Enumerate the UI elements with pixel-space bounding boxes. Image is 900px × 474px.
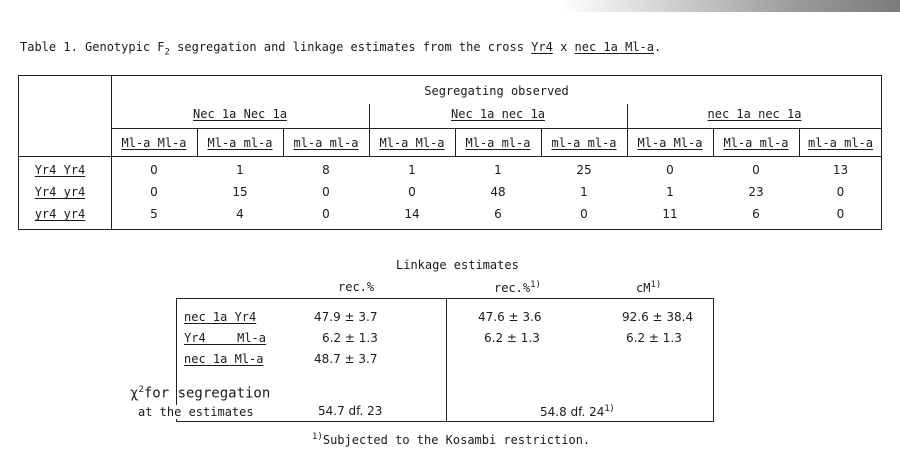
linkage-col3-header: $cM^{1)}$ [636,280,662,295]
table-cell: 14 [404,207,420,221]
chi-square-label: $\chi^2for$ segregation [130,385,271,402]
linkage-value: 92.6 ± 38.4 [622,310,694,324]
caption-subscript: 2 [164,47,170,58]
subcol-header: ml-a ml-a [293,136,359,150]
table-cell: 48 [490,185,506,199]
row-label: Yr4 Yr4 [34,163,86,177]
caption-cross-x: x [552,40,575,54]
subcol-header: Ml-a Ml-a [379,136,445,150]
scan-shadow [560,0,900,12]
table-cell: 0 [150,185,158,199]
linkage-value: 6.2 ± 1.3 [484,331,540,345]
linkage-row-label: nec 1a Ml-a [184,352,264,366]
table-cell: 0 [150,163,158,177]
table-cell: 0 [322,185,330,199]
subcol-header: ml-a ml-a [551,136,617,150]
linkage-value: 48.7 ± 3.7 [314,352,378,366]
table-cell: 15 [232,185,248,199]
table-cell: 0 [580,207,588,221]
table-cell: 1 [236,163,244,177]
group-header-2: Nec 1a nec 1a [451,107,545,121]
linkage-value: 47.6 ± 3.6 [478,310,542,324]
table-cell: 1 [408,163,416,177]
row-label: yr4 yr4 [34,207,86,221]
footnote: $^{1)}$Subjected to the Kosambi restriction. [312,432,591,447]
linkage-row-label: nec 1a Yr4 [184,310,257,324]
chi-square-value-1: 54.7 df. 23 [318,404,383,418]
table-cell: 0 [666,163,674,177]
linkage-value: 47.9 ± 3.7 [314,310,378,324]
table-hline [18,156,882,157]
table-cell: 0 [836,185,845,199]
table-cell: 0 [408,185,416,199]
linkage-value: 6.2 ± 1.3 [322,331,378,345]
table-cell: 8 [322,163,330,177]
table-cell: 0 [322,207,330,221]
table-cell: 25 [576,163,592,177]
linkage-value: 6.2 ± 1.3 [626,331,682,345]
subcol-header: Ml-a Ml-a [121,136,187,150]
table-cell: 23 [748,185,764,199]
linkage-col1-header: rec.% [338,280,375,294]
subcol-header: Ml-a Ml-a [637,136,703,150]
caption-cross-b: nec 1a Ml-a [574,40,655,54]
table-hline [111,128,882,129]
caption-prefix: Table 1. Genotypic F [20,40,165,54]
row-label: Yr4 yr4 [34,185,86,199]
table-caption [20,40,661,57]
table-cell: 1 [666,185,674,199]
table-cell: 6 [752,207,760,221]
linkage-title: Linkage estimates [396,258,519,272]
table-cell: 13 [832,163,849,177]
subcol-header: Ml-a ml-a [207,136,273,150]
caption-cross-a: Yr4 [531,40,553,54]
caption-end: . [654,40,662,54]
caption-mid: segregation and linkage estimates from the cross [169,40,532,54]
group-header-3: nec 1a nec 1a [707,107,802,121]
table-cell: 0 [836,207,845,221]
table-cell: 5 [150,207,158,221]
table-header: Segregating observed [424,84,569,98]
chi-square-value-2: 54.8 df. 24$^{1)}$ [540,404,614,419]
subcol-header: ml-a ml-a [807,136,874,150]
chi-square-label-line2: at the estimates [138,405,254,419]
subcol-header: Ml-a ml-a [465,136,531,150]
linkage-row-label: Yr4 Ml-a [184,331,266,345]
linkage-vline [446,298,447,422]
table-cell: 6 [494,207,502,221]
subcol-header: Ml-a ml-a [723,136,789,150]
linkage-col2-header: rec.%$^{1)}$ [494,280,541,295]
table-cell: 1 [494,163,502,177]
table-cell: 11 [662,207,678,221]
table-cell: 1 [580,185,588,199]
group-header-1: Nec 1a Nec 1a [193,107,287,121]
table-cell: 0 [752,163,760,177]
table-cell: 4 [236,207,244,221]
